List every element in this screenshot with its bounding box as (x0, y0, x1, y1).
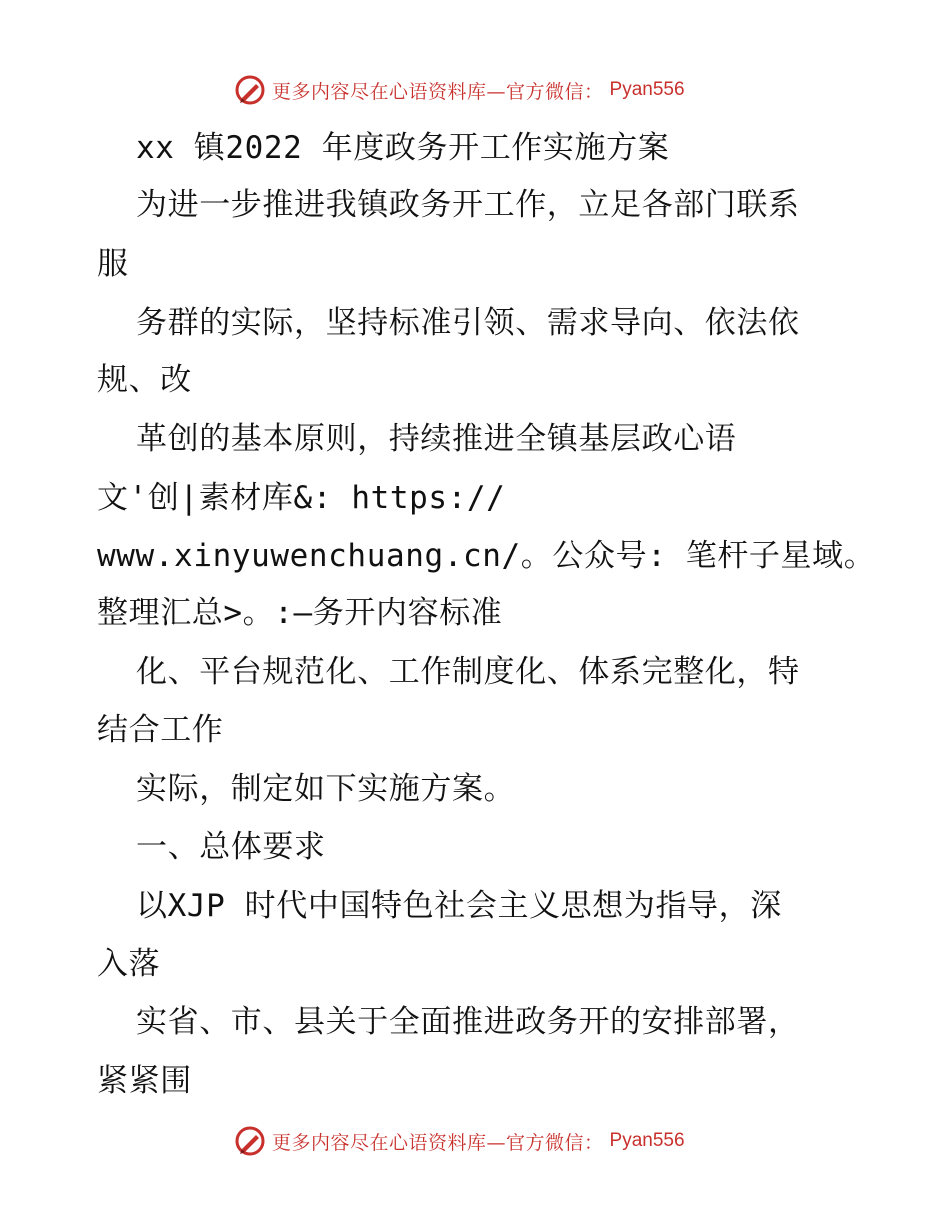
pen-logo-icon (234, 74, 266, 106)
paragraph-line: 实省、市、县关于全面推进政务开的安排部署， (136, 1004, 800, 1040)
banner-wechat-id: Pyan556 (609, 79, 685, 100)
pen-logo-icon (234, 1125, 266, 1157)
footer-banner (234, 1124, 685, 1158)
document-title: xx 镇2022 年度政务开工作实施方案 (136, 130, 670, 166)
section-heading: 一、总体要求 (136, 829, 326, 865)
banner-text: 更多内容尽在心语资料库—官方微信： (272, 1131, 604, 1154)
banner-text: 更多内容尽在心语资料库—官方微信： (272, 80, 604, 103)
paragraph-line: 为进一步推进我镇政务开工作，立足各部门联系 (136, 187, 800, 223)
paragraph-line: 务群的实际，坚持标准引领、需求导向、依法依 (136, 305, 800, 341)
banner-wechat-id: Pyan556 (609, 1130, 685, 1151)
paragraph-line: 规、改 (97, 362, 192, 398)
paragraph-line: 文'创|素材库&: https:// (97, 480, 506, 516)
header-banner (234, 73, 685, 107)
paragraph-line: 革创的基本原则，持续推进全镇基层政心语 (136, 421, 737, 457)
paragraph-line: 化、平台规范化、工作制度化、体系完整化，特 (136, 654, 800, 690)
paragraph-line: 服 (97, 246, 129, 282)
paragraph-line: 以XJP 时代中国特色社会主义思想为指导，深 (136, 888, 782, 924)
paragraph-line: 紧紧围 (97, 1063, 192, 1099)
paragraph-line: 整理汇总>。:—务开内容标准 (97, 595, 503, 631)
paragraph-line: 入落 (97, 946, 161, 982)
paragraph-line: 结合工作 (97, 712, 224, 748)
paragraph-line: www.xinyuwenchuang.cn/。公众号: 笔杆子星域。 (97, 538, 876, 574)
paragraph-line: 实际，制定如下实施方案。 (136, 771, 516, 807)
